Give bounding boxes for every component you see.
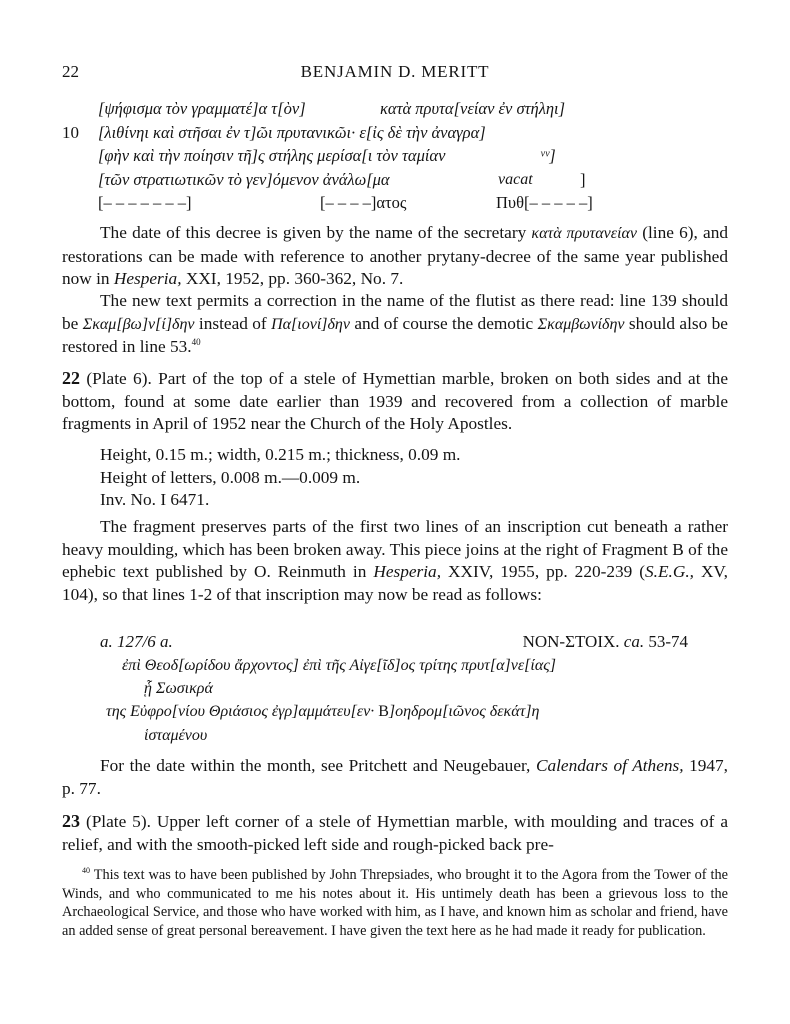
inscription-text: ] [580, 169, 586, 189]
body-text: The date of this decree is given by the name of the secretary [100, 223, 532, 242]
body-text: The fragment preserves parts of the first two lines of an inscription cut beneath a rather heavy moulding, which has been broken away. This piece joins at the right of Fragment B of the ephebic text published by O. Reinmuth in [62, 517, 728, 582]
entry-22 [62, 367, 728, 436]
footnote-ref[interactable]: 40 [191, 337, 201, 348]
body-text: and of course the demotic [349, 313, 538, 333]
inscription-text: [– – – – – – –] [98, 193, 192, 212]
inscription-text: [– – – –]ατος [320, 193, 407, 212]
reading-line-1-cont: ᾗ Σωσικρά [144, 680, 213, 698]
inscription-text: [ψήφισμα τὸν γραμματέ]α τ[ὸν] [98, 99, 306, 118]
inventory-number: Inv. No. I 6471. [100, 490, 210, 509]
entry-23 [62, 810, 728, 856]
inscription-line-12 [98, 168, 658, 192]
inscription-text: ᵛᵛ] [540, 146, 556, 165]
reading-line-2: της Εὐφρο[νίου Θριάσιος ἐγρ]αμμάτευ[εν· B]οηδρομ[ιῶνος δεκάτ]η [106, 703, 540, 721]
body-text: should also be restored in line 53. [62, 313, 728, 357]
inscription-line-11 [98, 144, 658, 168]
greek-name: Πα[ιονί]δην [271, 315, 350, 333]
seg-reference: S.E.G., [645, 562, 694, 582]
greek-name: Σκαμ[βω]ν[ί]δην [82, 315, 195, 333]
inscription-text: κατὰ πρυτα[νείαν ἐν στήληι] [380, 99, 566, 118]
inscription-reading [106, 654, 722, 747]
footnote-text: This text was to have been published by John Threpsiades, who brought it to the Agora from the Tower of the Winds, and who communicated to me his notes about it. His untimely death has been a grievous loss to the Archaeological Service, and those who have worked with him, as I have, and known him as scholar and friend, have an added sense of great personal bereavement. I have given the text here as he had made it ready for publication. [62, 867, 728, 939]
greek-phrase: κατὰ πρυτανείαν [531, 225, 638, 242]
line-number: 10 [62, 122, 79, 142]
inscription-text: [τῶν στρατιωτικῶν τὸ γεν]όμενον ἀνάλω[μα [98, 169, 390, 189]
measurements [100, 444, 461, 512]
inscription-continuation [62, 97, 658, 215]
book-title: Calendars of Athens, [535, 756, 684, 775]
reading-line-2-cont: ἱσταμένου [144, 726, 208, 744]
inscription-line-13 [98, 191, 658, 215]
running-header [62, 60, 728, 84]
vacat-marker: vacat [498, 170, 533, 188]
dimensions: Height, 0.15 m.; width, 0.215 m.; thickness, 0.09 m. [100, 445, 461, 464]
entry-number: 22 [62, 368, 80, 388]
greek-name: Σκαμβωνίδην [537, 315, 625, 333]
body-text: instead of [194, 313, 272, 333]
inscription-line-10 [62, 121, 658, 145]
paragraph-date-month [62, 755, 728, 800]
body-text: (Plate 6). Part of the top of a stele of Hymettian marble, broken on both sides and at the bottom, found at some date earlier than 1939 and recovered from a collection of marble fragments in April of 1952 near the Church of the Holy Apostles. [62, 369, 728, 434]
footnote-40 [62, 866, 728, 940]
inscription-line-9 [98, 97, 658, 121]
paragraph-decree-date [62, 222, 728, 291]
body-text: For the date within the month, see Pritchett and Neugebauer, [100, 756, 536, 775]
body-text: (line 6), and restorations can be made with reference to another prytany-decree of the same year published now in [62, 223, 728, 289]
reading-line-1: ἐπὶ Θεοδ[ωρίδου ἄρχοντος] ἐπὶ τῆς Αἰγε[ῖδ]ος τρίτης πρυτ[α]νε[ίας] [122, 657, 556, 674]
journal-title: Hesperia, [113, 269, 182, 289]
letter-height: Height of letters, 0.008 m.—0.009 m. [100, 467, 361, 487]
inscription-text: [φὴν καὶ τὴν ποίησιν τῆ]ς στήλης μερίσα[ι τὸν ταμίαν [98, 146, 446, 165]
body-text: (Plate 5). Upper left corner of a stele of Hymettian marble, with moulding and traces of a relief, and with the smooth-picked left side and rough-picked back pre- [62, 812, 728, 854]
inscription-text: [λιθίνηι καὶ στῆσαι ἐν τ]ῶι πρυτανικῶι· ε[ἰς δὲ τὴν ἀναγρα] [98, 122, 486, 142]
body-text: XXIV, 1955, pp. 220-239 ( [441, 562, 646, 582]
body-text: XXI, 1952, pp. 360-362, No. 7. [181, 269, 404, 289]
paragraph-flutist-correction [62, 290, 728, 359]
date-label: a. 127/6 a. [100, 632, 173, 651]
page-number: 22 [62, 62, 79, 81]
stoichedon-note: NON-ΣΤΟΙΧ. ca. 53-74 [522, 632, 688, 651]
entry-number: 23 [62, 811, 80, 831]
inscription-text: Πυθ[– – – – –] [496, 193, 593, 212]
running-head-author: BENJAMIN D. MERITT [300, 62, 490, 81]
body-text: 1947, p. 77. [62, 756, 729, 798]
body-text: The new text permits a correction in the name of the flutist as there read: line 139 should be [62, 291, 728, 333]
footnote-number: 40 [82, 866, 90, 876]
journal-title: Hesperia, [373, 562, 442, 582]
body-text: XV, 104), so that lines 1-2 of that inscription may now be read as follows: [62, 562, 729, 604]
paragraph-fragment-join [62, 516, 728, 606]
